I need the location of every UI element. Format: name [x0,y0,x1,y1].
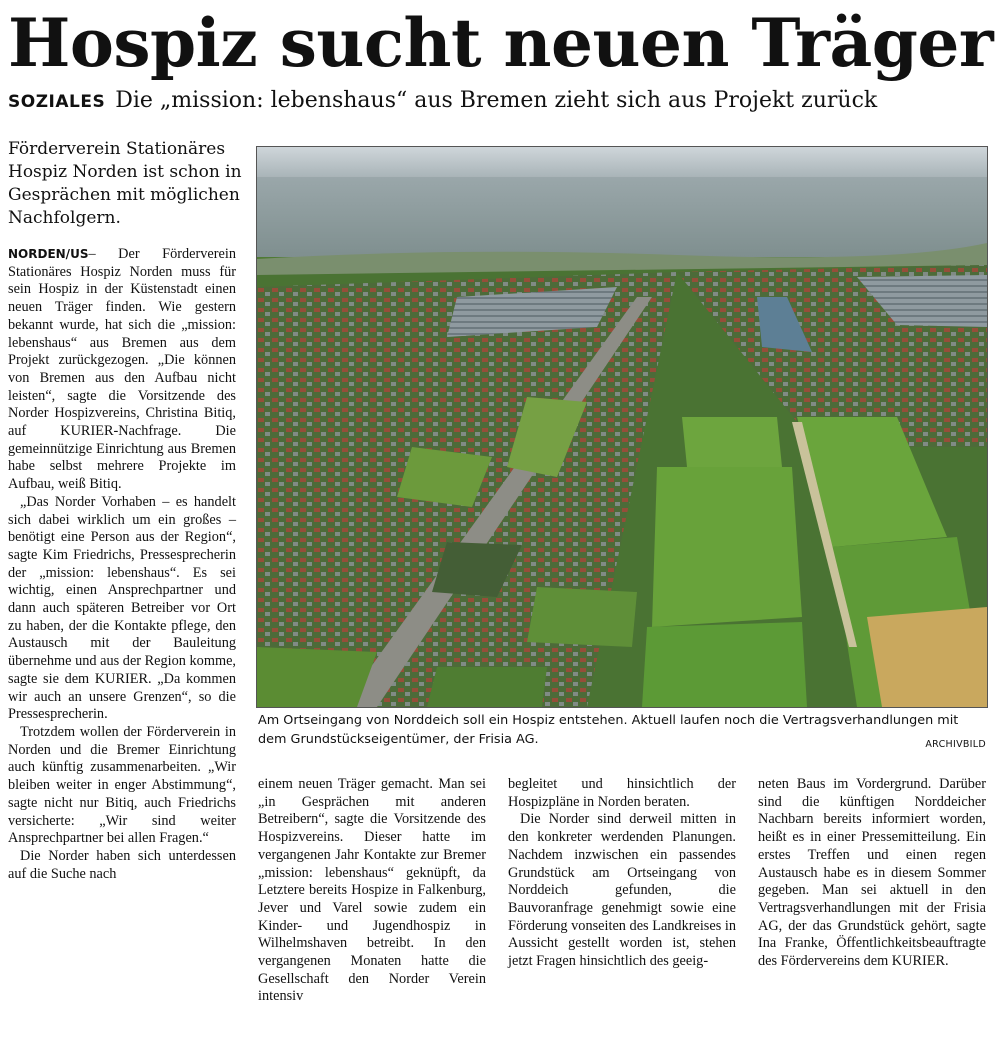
body-paragraph: „Das Norder Vorhaben – es handelt sich dabei wirklich um ein großes – benötigt eine Person aus der Region“, sagte Kim Friedrichs, Pressesprecherin der „mission: lebenshaus“. Es sei wichtig, einen Ansprechpartner und dann auch späteren Betreiber vor Ort zu haben, der die Kontakte pflege, den Austausch mit der Bauleitung übernehme und aus der Region komme, sagte sie dem KURIER. „Da kommen wir auch an unsere Grenzen“, so die Pressesprecherin. [8,493,236,723]
body-paragraph: neten Baus im Vordergrund. Darüber sind die künftigen Norddeicher Nachbarn bereits informiert worden, heißt es in einer Pressemitteilung. Ein erstes Treffen und einen regen Austausch habe es in diesem Sommer gegeben. Man sei aktuell in den Vertragsverhandlungen mit der Frisia AG, der das Grundstück gehört, sagte Ina Franke, Öffentlichkeitsbeauftragte des Fördervereins dem KURIER. [758,776,986,970]
article-column-4 [758,776,986,971]
subtitle: Die „mission: lebenshaus“ aus Bremen zieht sich aus Projekt zurück [115,88,878,113]
article-column-2 [258,776,486,1006]
article-column-1 [8,246,236,883]
teaser: Förderverein Stationäres Hospiz Norden ist schon in Gesprächen mit möglichen Nachfolgern. [8,139,242,228]
headline: Hospiz sucht neuen Träger [8,4,994,82]
aerial-photo [256,146,988,708]
article-column-3 [508,776,736,971]
paragraph-text: – Der Förderverein Stationäres Hospiz Norden muss für sein Hospiz in der Küstenstadt einen neuen Träger finden. Wie gestern bekannt wurde, hat sich die „mission: lebenshaus“ aus Bremen aus dem Projekt zurückgezogen. „Die können von Bremen aus den Aufbau nicht leisten“, sagte die Vorsitzende des Norder Hospizvereins, Christina Bitiq, auf KURIER-Nachfrage. Die gemeinnützige Einrichtung aus Bremen habe selbst mehrere Projekte im Aufbau, weiß Bitiq. [8,246,236,493]
body-paragraph: einem neuen Träger gemacht. Man sei „in Gesprächen mit anderen Betreibern“, sagte die Vorsitzende des Hospizvereins. Dieser hatte im vergangenen Jahr Kontakte zur Bremer „mission: lebenshaus“ geknüpft, da Letztere bereits Hospize in Falkenburg, Jever und Varel sowie zudem ein Kinder- und Jugendhospiz in Wilhelmshaven betreibt. In den vergangenen Monaten hatte die Gesellschaft den Norder Verein intensiv [258,776,486,1005]
dateline: NORDEN/US [8,247,89,261]
body-paragraph: begleitet und hinsichtlich der Hospizpläne in Norden beraten. [508,776,736,810]
body-paragraph: Trotzdem wollen der Förderverein in Norden und die Bremer Einrichtung auch künftig zusammenarbeiten. „Wir bleiben weiter in enger Abstimmung“, sagte nicht nur Bitiq, auch Friedrichs versicherte: „Wir sind weiter Ansprechpartner bei allen Fragen.“ [8,723,236,847]
photo-credit: ARCHIVBILD [925,739,986,750]
subheadline [8,88,993,120]
body-paragraph: Die Norder sind derweil mitten in den konkreter werdenden Planungen. Nachdem inzwischen ein passendes Grundstück am Ortseingang von Norddeich gefunden, die Bauvoranfrage genehmigt sowie eine Förderung vonseiten des Landkreises in Aussicht gestellt worden ist, stehen jetzt Fragen hinsichtlich des geeig- [508,811,736,970]
photo-caption: Am Ortseingang von Norddeich soll ein Hospiz entstehen. Aktuell laufen noch die Vertragsverhandlungen mit dem Grundstückseigentümer, der Frisia AG. [258,713,959,747]
aerial-photo-illustration [257,147,987,707]
body-paragraph: Die Norder haben sich unterdessen auf die Suche nach [8,847,236,882]
body-paragraph [8,246,236,494]
section-kicker: SOZIALES [8,92,106,112]
